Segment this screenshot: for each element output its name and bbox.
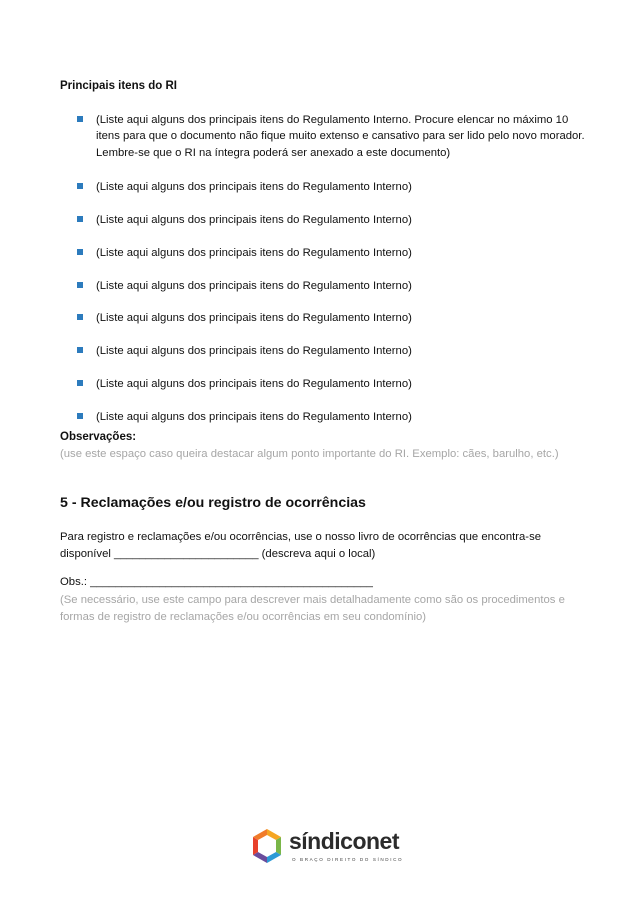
bullet-square-icon (77, 413, 83, 419)
observations-hint: (use este espaço caso queira destacar algum ponto importante do RI. Exemplo: cães, barulho, etc.) (60, 448, 559, 460)
list-item (60, 112, 585, 161)
list-item-text: (Liste aqui alguns dos principais itens do Regulamento Interno) (96, 345, 412, 358)
list-item (60, 212, 585, 228)
list-item (60, 409, 585, 425)
sindiconet-logo (248, 826, 404, 868)
section-5-title: 5 - Reclamações e/ou registro de ocorrências (60, 495, 366, 511)
logo-tagline: O BRAÇO DIREITO DO SÍNDICO (292, 857, 404, 862)
bullet-square-icon (77, 380, 83, 386)
section-5-paragraph: Para registro e reclamações e/ou ocorrências, use o nosso livro de ocorrências que encontra-se disponível _______________________ (descreva aqui o local) (60, 531, 541, 560)
section-5-obs-line: Obs.: _____________________________________________ (60, 576, 373, 588)
bullet-square-icon (77, 216, 83, 222)
list-item-text: (Liste aqui alguns dos principais itens do Regulamento Interno) (96, 279, 412, 292)
list-item (60, 179, 585, 195)
list-item-text: (Liste aqui alguns dos principais itens do Regulamento Interno. Procure elencar no máximo 10 itens para que o documento não fique muito extenso e cansativo para ser lido pelo novo morador. Lembre-se que o RI na íntegra poderá ser anexado a este documento) (96, 114, 585, 159)
logo-wordmark: síndiconet (289, 828, 400, 854)
list-item (60, 278, 585, 294)
bullet-square-icon (77, 116, 83, 122)
list-item-text: (Liste aqui alguns dos principais itens do Regulamento Interno) (96, 411, 412, 424)
list-item (60, 376, 585, 392)
list-item-text: (Liste aqui alguns dos principais itens do Regulamento Interno) (96, 312, 412, 325)
list-item-text: (Liste aqui alguns dos principais itens do Regulamento Interno) (96, 246, 412, 259)
list-item (60, 310, 585, 326)
list-item (60, 245, 585, 261)
main-items-title: Principais itens do RI (60, 80, 177, 92)
section-5-obs-hint: (Se necessário, use este campo para descrever mais detalhadamente como são os procedimentos e formas de registro de reclamações e/ou ocorrências em seu condomínio) (60, 594, 565, 623)
hexagon-logo-icon (248, 826, 286, 866)
main-items-list (60, 112, 585, 442)
bullet-square-icon (77, 314, 83, 320)
observations-title: Observações: (60, 431, 137, 443)
bullet-square-icon (77, 183, 83, 189)
list-item-text: (Liste aqui alguns dos principais itens do Regulamento Interno) (96, 180, 412, 193)
bullet-square-icon (77, 282, 83, 288)
bullet-square-icon (77, 249, 83, 255)
list-item (60, 343, 585, 359)
list-item-text: (Liste aqui alguns dos principais itens do Regulamento Interno) (96, 213, 412, 226)
list-item-text: (Liste aqui alguns dos principais itens do Regulamento Interno) (96, 378, 412, 391)
bullet-square-icon (77, 347, 83, 353)
